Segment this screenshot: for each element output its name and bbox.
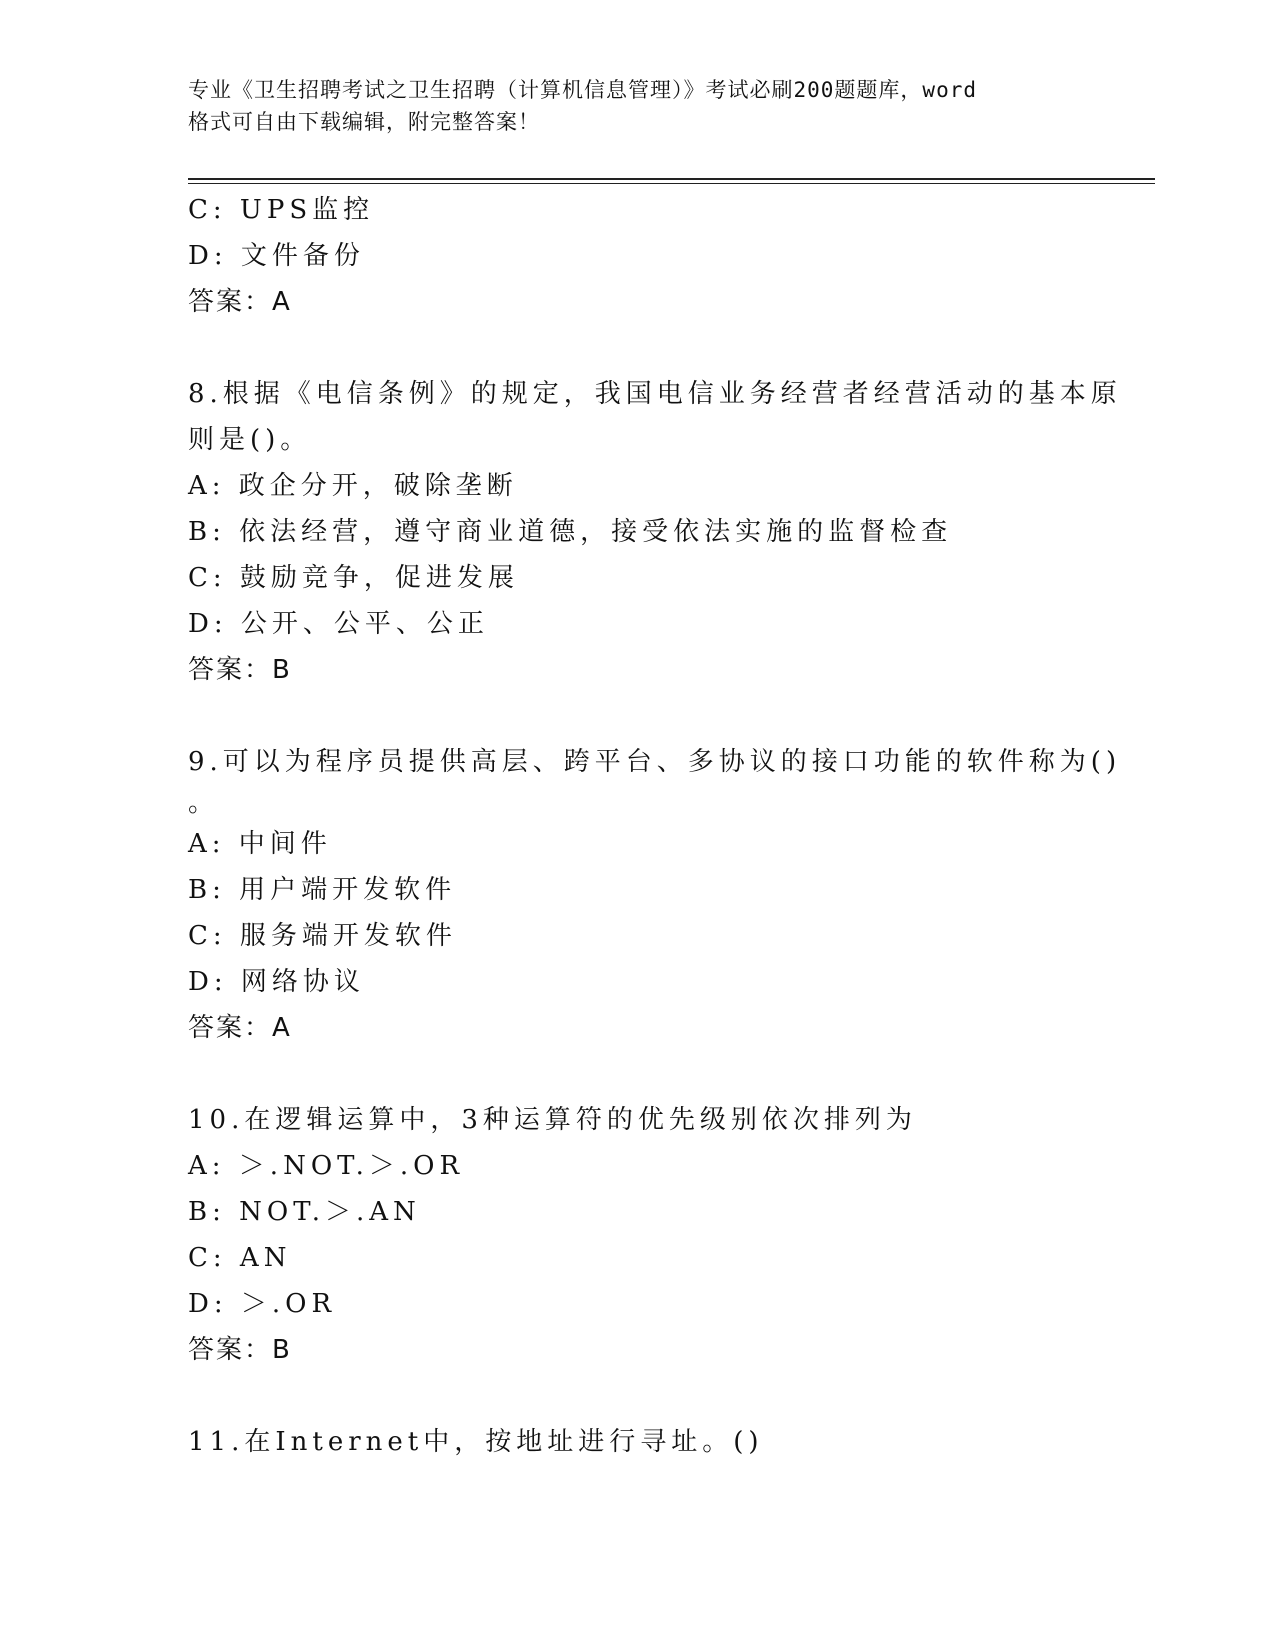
- document-header: [188, 74, 1088, 138]
- question-stem-line-2: 则是()。: [188, 425, 312, 455]
- question-7: [188, 187, 1088, 325]
- question-stem-line-1: 9.可以为程序员提供高层、跨平台、多协议的接口功能的软件称为(): [188, 747, 1122, 777]
- option-c: C: UPS监控: [188, 195, 375, 225]
- question-8: [188, 371, 1122, 693]
- answer-line: 答案：A: [188, 287, 292, 317]
- question-9: [188, 739, 1122, 1051]
- option-c: C: AN: [188, 1243, 292, 1273]
- option-b: B: NOT.＞.AN: [188, 1197, 421, 1227]
- answer-line: 答案：B: [188, 1335, 292, 1365]
- option-b: B: 依法经营，遵守商业道德，接受依法实施的监督检查: [188, 517, 953, 547]
- option-b: B: 用户端开发软件: [188, 875, 457, 905]
- option-d: D: 公开、公平、公正: [188, 609, 489, 639]
- option-a: A: 中间件: [188, 829, 332, 859]
- header-line-2: 格式可自由下载编辑，附完整答案！: [188, 110, 540, 134]
- answer-line: 答案：A: [188, 1013, 292, 1043]
- question-stem: 11.在Internet中，按地址进行寻址。(): [188, 1427, 764, 1457]
- option-c: C: 服务端开发软件: [188, 921, 457, 951]
- question-stem-line-1: 8.根据《电信条例》的规定，我国电信业务经营者经营活动的基本原: [188, 379, 1122, 409]
- option-c: C: 鼓励竞争，促进发展: [188, 563, 519, 593]
- question-stem: 10.在逻辑运算中，3种运算符的优先级别依次排列为: [188, 1105, 917, 1135]
- question-10: [188, 1097, 1088, 1373]
- question-list: [188, 187, 1122, 1465]
- header-divider-thin: [188, 183, 1155, 184]
- option-d: D: 文件备份: [188, 241, 365, 271]
- option-d: D: 网络协议: [188, 967, 365, 997]
- question-stem-line-2: 。: [188, 788, 220, 818]
- question-11: [188, 1419, 1088, 1465]
- option-a: A: 政企分开，破除垄断: [188, 471, 518, 501]
- option-d: D: ＞.OR: [188, 1289, 337, 1319]
- answer-line: 答案：B: [188, 655, 292, 685]
- option-a: A: ＞.NOT.＞.OR: [188, 1151, 465, 1181]
- header-line-1: 专业《卫生招聘考试之卫生招聘（计算机信息管理）》考试必刷200题题库，word: [188, 78, 977, 102]
- header-divider-thick: [188, 178, 1155, 180]
